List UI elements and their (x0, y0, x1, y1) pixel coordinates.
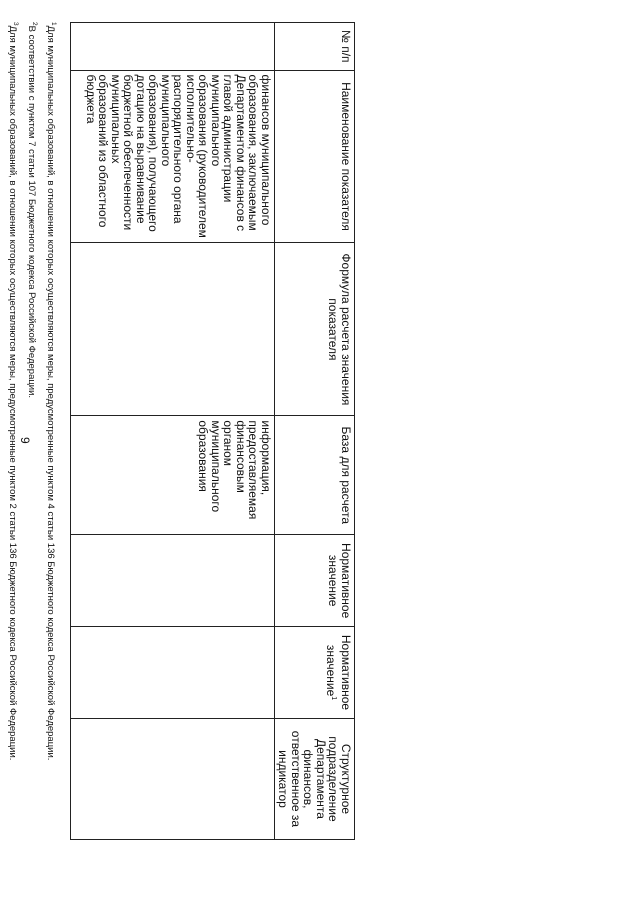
footnote-3-mark: 3 (11, 22, 19, 26)
footnote-2-mark: 2 (30, 22, 38, 26)
footnote-3 (6, 22, 22, 840)
footnotes (3, 22, 60, 840)
header-indicator-name: Наименование показателя (275, 70, 355, 243)
footnote-3-text: Для муниципальных образований, в отношении которых осуществляются меры, предусмотренные пунктом 2 статьи 136 Бюджетного кодекса Российской Федерации. (6, 25, 18, 761)
cell-normative-value (71, 535, 275, 627)
cell-normative-value-2 (71, 627, 275, 719)
header-footnote-mark: 1 (330, 696, 338, 701)
header-department: Структурное подразделение Департамента финансов, ответственное за индикатор (275, 718, 355, 839)
header-normative-value: Нормативное значение (275, 535, 355, 627)
table-header-row (275, 23, 355, 840)
header-normative-value-text: Нормативное значение (324, 634, 353, 711)
table-row (71, 23, 275, 840)
page-number: 9 (18, 437, 32, 444)
footnote-2 (25, 22, 41, 840)
cell-base: информация, предоставляемая финансовым органом муниципального образования (71, 416, 275, 535)
footnote-1-mark: 1 (50, 22, 57, 26)
cell-formula (71, 243, 275, 416)
header-formula: Формула расчета значения показателя (275, 243, 355, 416)
header-normative-value-footnote (275, 627, 355, 719)
footnote-1 (44, 22, 60, 840)
cell-department (71, 718, 275, 839)
footnote-2-text: В соответствии с пунктом 7 статьи 107 Бюджетного кодекса Российской Федерации. (25, 25, 37, 399)
header-number: № п/п (275, 23, 355, 71)
header-base: База для расчета (275, 416, 355, 535)
indicator-table (70, 22, 355, 840)
footnote-1-text: Для муниципальных образований, в отношении которых осуществляются меры, предусмотренные пунктом 4 статьи 136 Бюджетного кодекса Российской Федерации. (44, 25, 56, 761)
cell-number (71, 23, 275, 71)
cell-indicator-name: финансов муниципального образования, заключаемым Департаментом финансов с главой администрации муниципального образования (руководителем исполнительно-распорядительного органа муниципального образования), получающего дотацию на выравнивание бюджетной обеспеченности муниципальных образований из областного бюджета (71, 70, 275, 243)
